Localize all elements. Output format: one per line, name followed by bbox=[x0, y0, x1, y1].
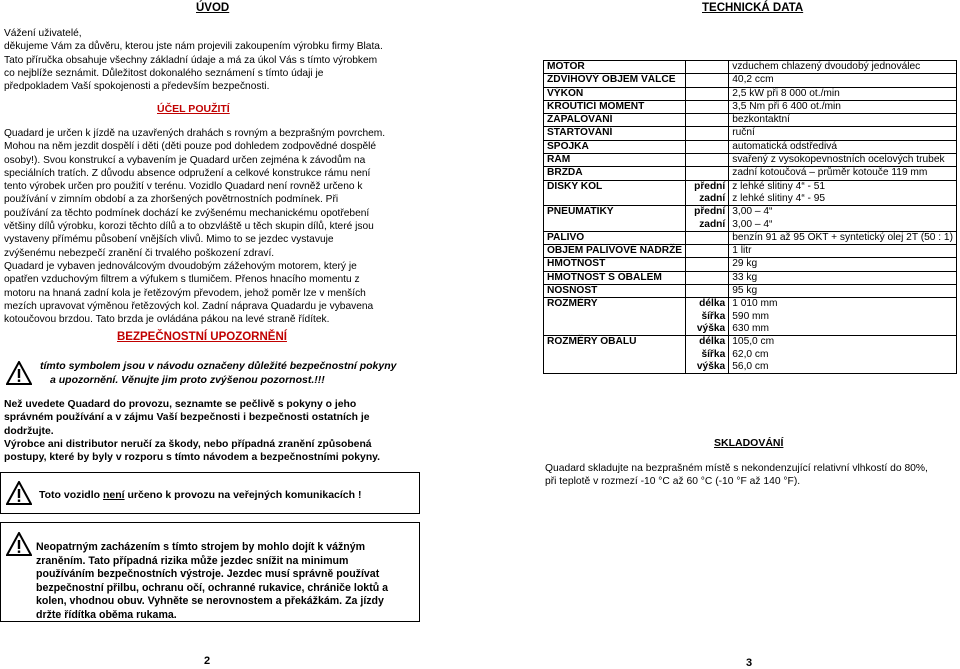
spec-sublabel: zadní bbox=[686, 219, 729, 232]
spec-value: 3,5 Nm při 6 400 ot./min bbox=[729, 100, 957, 113]
spec-row bbox=[544, 180, 957, 193]
safety-text bbox=[4, 398, 417, 464]
spec-sublabel bbox=[686, 114, 729, 127]
spec-sublabel bbox=[686, 87, 729, 100]
spec-value: 62,0 cm bbox=[732, 348, 769, 360]
spec-label: KROUTÍCÍ MOMENT bbox=[544, 100, 686, 113]
spec-value: benzín 91 až 95 OKT + syntetický olej 2T (50 : 1) bbox=[729, 231, 957, 244]
page-right bbox=[480, 0, 960, 667]
spec-label: PALIVO bbox=[544, 231, 686, 244]
spec-sublabel: délka bbox=[686, 298, 729, 311]
spec-value: z lehké slitiny 4“ - 51 bbox=[729, 180, 957, 193]
spec-label bbox=[544, 349, 686, 361]
spec-row bbox=[544, 336, 957, 349]
careless-line: kolen, vhodnou obuv. Vyhněte se nerovnostem a překážkám. Za jízdy bbox=[36, 595, 384, 608]
spec-row bbox=[544, 361, 957, 374]
purpose-line: speciálních tratích. Z důvodu absence odpružení a celkové konstrukce rámu není bbox=[4, 167, 371, 179]
spec-label: ROZMĚRY OBALU bbox=[544, 336, 686, 349]
safety-line: postupy, které by byly v rozporu s tímto návodem a bezpečnostními pokyny. bbox=[4, 452, 381, 464]
spec-label: PNEUMATIKY bbox=[544, 206, 686, 219]
careless-line: zraněním. Tato případná rizika může jezdec snížit na minimum bbox=[36, 554, 349, 567]
intro-text bbox=[4, 27, 414, 93]
spec-row bbox=[544, 258, 957, 271]
spec-sublabel: přední bbox=[686, 206, 729, 219]
careless-warning-box bbox=[0, 522, 420, 622]
spec-label: ZAPALOVÁNÍ bbox=[544, 114, 686, 127]
purpose-line: používání v zimním období a za zhoršených povětrnostních podmínek. Při bbox=[4, 194, 339, 206]
purpose-line: motoru na hnaná zadní kola je řetězovým převodem, jehož poměr lze v menších bbox=[4, 287, 366, 299]
storage-text bbox=[545, 462, 959, 489]
spec-sublabel bbox=[686, 285, 729, 298]
spec-sublabel bbox=[686, 100, 729, 113]
spec-value: 3,00 – 4“ bbox=[732, 218, 773, 230]
spec-sublabel bbox=[686, 154, 729, 167]
spec-row bbox=[544, 311, 957, 323]
spec-row bbox=[544, 167, 957, 180]
page-number: 3 bbox=[746, 657, 753, 669]
careless-warning-text bbox=[36, 541, 398, 623]
purpose-line: tento výrobek určen pro použití v terénu. Vozidlo Quadard není rovněž určeno k bbox=[4, 181, 363, 193]
spec-sublabel bbox=[686, 258, 729, 271]
spec-value: bezkontaktní bbox=[729, 114, 957, 127]
purpose-line: mezích upravovat výměnou řetězových kol. Zadní náprava Quadardu je vybavena bbox=[4, 300, 374, 312]
spec-row bbox=[544, 127, 957, 140]
safety-symbol-line: tímto symbolem jsou v návodu označeny důležité bezpečnostní pokyny bbox=[40, 360, 397, 372]
road-warning-text bbox=[39, 489, 361, 501]
spec-row bbox=[544, 206, 957, 219]
spec-label: RÁM bbox=[544, 154, 686, 167]
spec-row bbox=[544, 87, 957, 100]
spec-value: automatická odstředivá bbox=[729, 140, 957, 153]
spec-sublabel: délka bbox=[686, 336, 729, 349]
spec-value: z lehké slitiny 4“ - 95 bbox=[732, 192, 826, 204]
spec-row bbox=[544, 154, 957, 167]
spec-sublabel bbox=[686, 127, 729, 140]
spec-value: 1 010 mm bbox=[729, 298, 957, 311]
road-warning-part: Toto vozidlo bbox=[39, 489, 103, 501]
spec-label: SPOJKA bbox=[544, 140, 686, 153]
spec-row bbox=[544, 140, 957, 153]
spec-label: ZDVIHOVÝ OBJEM VÁLCE bbox=[544, 74, 686, 87]
page-number: 2 bbox=[204, 655, 211, 667]
purpose-line: zvýšenému nebezpečí zranění či trvalého poškození zdraví. bbox=[4, 247, 275, 259]
spec-row bbox=[544, 219, 957, 232]
safety-line: správném používání a v zájmu Vaší bezpečnosti i bezpečnosti ostatních je bbox=[4, 412, 370, 424]
spec-label: ROZMĚRY bbox=[544, 298, 686, 311]
road-warning-part: určeno k provozu na veřejných komunikacích ! bbox=[124, 489, 362, 501]
spec-value: 630 mm bbox=[732, 322, 770, 334]
intro-line: Vážení uživatelé, bbox=[4, 28, 82, 39]
careless-line: bezpečnostní přilbu, ochranu očí, ochranné rukavice, chrániče loktů a bbox=[36, 581, 389, 594]
safety-line: Než uvedete Quadard do provozu, seznamte se pečlivě s pokyny o jeho bbox=[4, 399, 357, 410]
technical-data-table bbox=[543, 60, 957, 374]
spec-sublabel bbox=[686, 74, 729, 87]
spec-label bbox=[544, 311, 686, 323]
spec-sublabel: šířka bbox=[686, 349, 729, 361]
spec-value: zadní kotoučová – průměr kotouče 119 mm bbox=[729, 167, 957, 180]
spec-label bbox=[544, 361, 686, 374]
careless-line: používáním bezpečnostních výstroje. Jezdec musí správně používat bbox=[36, 568, 380, 581]
purpose-line: Quadard je určen k jízdě na uzavřených drahách s rovným a bezprašným povrchem. bbox=[4, 128, 386, 139]
spec-label: DISKY KOL bbox=[544, 180, 686, 193]
intro-line: děkujeme Vám za důvěru, kterou jste nám projevili zakoupením výrobku firmy Blata. bbox=[4, 41, 383, 53]
spec-label: OBJEM PALIVOVÉ NÁDRŽE bbox=[544, 245, 686, 258]
intro-title: ÚVOD bbox=[196, 2, 230, 14]
purpose-line: vystaveny přímému působení vnějších vlivů. Mimo to se jezdec vystavuje bbox=[4, 234, 334, 246]
intro-line: Tato příručka obsahuje všechny základní údaje a má za úkol Vás s tímto výrobkem bbox=[4, 54, 378, 66]
warning-triangle-icon bbox=[6, 361, 32, 385]
road-warning-emphasis: není bbox=[102, 489, 125, 501]
spec-value: 56,0 cm bbox=[732, 360, 769, 372]
spec-label bbox=[544, 219, 686, 232]
spec-sublabel bbox=[686, 167, 729, 180]
spec-value: vzduchem chlazený dvoudobý jednoválec bbox=[732, 61, 921, 72]
purpose-text bbox=[4, 127, 417, 326]
purpose-line: většiny dílů výrobku, korozi těchto dílů a to obzvláště u těch skupin dílů, které jsou bbox=[4, 221, 374, 233]
spec-value: 33 kg bbox=[729, 271, 957, 284]
spec-row bbox=[544, 74, 957, 87]
warning-triangle-icon bbox=[6, 481, 32, 505]
spec-value: 2,5 kW při 8 000 ot./min bbox=[729, 87, 957, 100]
purpose-line: používání za těchto podmínek dochází ke zvýšenému mechanickému opotřebení bbox=[4, 207, 370, 219]
purpose-line: opatřen vzduchovým filtrem a výfukem s tlumičem. Přenos hnacího momentu z bbox=[4, 274, 360, 286]
spec-sublabel: výška bbox=[686, 361, 729, 374]
spec-row bbox=[544, 285, 957, 298]
spec-value: 95 kg bbox=[729, 285, 957, 298]
spec-sublabel bbox=[686, 245, 729, 258]
intro-line: předpokladem Vaší spokojenosti a především bezpečnosti. bbox=[4, 81, 270, 93]
warning-triangle-icon bbox=[6, 532, 32, 556]
spec-label bbox=[544, 323, 686, 336]
spec-label: HMOTNOST S OBALEM bbox=[544, 271, 686, 284]
spec-label: NOSNOST bbox=[544, 285, 686, 298]
spec-row bbox=[544, 323, 957, 336]
safety-line: Výrobce ani distributor neručí za škody, nebo případná zranění způsobená bbox=[4, 438, 372, 450]
safety-symbol-line: a upozornění. Věnujte jim proto zvýšenou pozornost.!!! bbox=[50, 374, 325, 386]
storage-heading: SKLADOVÁNÍ bbox=[714, 437, 784, 449]
purpose-line: Quadard je vybaven jednoválcovým dvoudobým zážehovým motorem, který je bbox=[4, 260, 357, 272]
safety-symbol-text bbox=[40, 359, 420, 387]
spec-sublabel: zadní bbox=[686, 193, 729, 206]
spec-label: VÝKON bbox=[544, 87, 686, 100]
spec-row bbox=[544, 100, 957, 113]
technical-data-title: TECHNICKÁ DATA bbox=[702, 2, 804, 14]
spec-sublabel: šířka bbox=[686, 311, 729, 323]
spec-value: svařený z vysokopevnostních ocelových trubek bbox=[729, 154, 957, 167]
spec-sublabel bbox=[686, 140, 729, 153]
spec-row bbox=[544, 349, 957, 361]
spec-value: 1 litr bbox=[729, 245, 957, 258]
spec-sublabel: výška bbox=[686, 323, 729, 336]
careless-line: Neopatrným zacházením s tímto strojem by mohlo dojít k vážným bbox=[36, 541, 366, 553]
spec-label bbox=[544, 193, 686, 206]
spec-label: HMOTNOST bbox=[544, 258, 686, 271]
spec-sublabel bbox=[686, 231, 729, 244]
spec-row bbox=[544, 271, 957, 284]
spec-label: STARTOVÁNÍ bbox=[544, 127, 686, 140]
spec-row bbox=[544, 231, 957, 244]
storage-line: Quadard skladujte na bezprašném místě s nekondenzující relativní vlhkostí do 80%, bbox=[545, 463, 928, 474]
spec-label: BRZDA bbox=[544, 167, 686, 180]
careless-line: držte řídítka oběma rukama. bbox=[36, 608, 177, 621]
spec-row bbox=[544, 61, 957, 74]
safety-line: dodržujte. bbox=[4, 425, 54, 437]
purpose-line: Mohou na něm jezdit dospělí i děti (děti pouze pod dohledem zodpovědné dospělé bbox=[4, 141, 377, 153]
safety-heading: BEZPEČNOSTNÍ UPOZORNĚNÍ bbox=[117, 331, 287, 343]
spec-value: 590 mm bbox=[732, 310, 770, 322]
road-warning-box bbox=[0, 472, 420, 514]
purpose-heading: ÚČEL POUŽITÍ bbox=[157, 103, 230, 115]
spec-row bbox=[544, 245, 957, 258]
spec-row bbox=[544, 114, 957, 127]
purpose-line: osoby!). Svou konstrukcí a vybavením je Quadard určen zejména k závodům na bbox=[4, 154, 366, 166]
spec-value: 105,0 cm bbox=[729, 336, 957, 349]
page-left bbox=[0, 0, 480, 667]
intro-line: co nejblíže seznámit. Důležitost dokonalého seznámení s tímto údaji je bbox=[4, 67, 324, 79]
storage-line: při teplotě v rozmezí -10 °C až 60 °C (-10 °F až 140 °F). bbox=[545, 476, 801, 488]
spec-value: 3,00 – 4“ bbox=[729, 206, 957, 219]
spec-value: ruční bbox=[729, 127, 957, 140]
spec-sublabel bbox=[686, 271, 729, 284]
spec-label: MOTOR bbox=[544, 61, 686, 74]
spec-sublabel: přední bbox=[686, 180, 729, 193]
spec-row bbox=[544, 298, 957, 311]
spec-value: 40,2 ccm bbox=[729, 74, 957, 87]
purpose-line: kotoučovou brzdou. Tato brzda je ovládána pákou na levé straně řídítek. bbox=[4, 314, 330, 326]
spec-value: 29 kg bbox=[729, 258, 957, 271]
spec-row bbox=[544, 193, 957, 206]
spec-sublabel bbox=[686, 61, 729, 74]
